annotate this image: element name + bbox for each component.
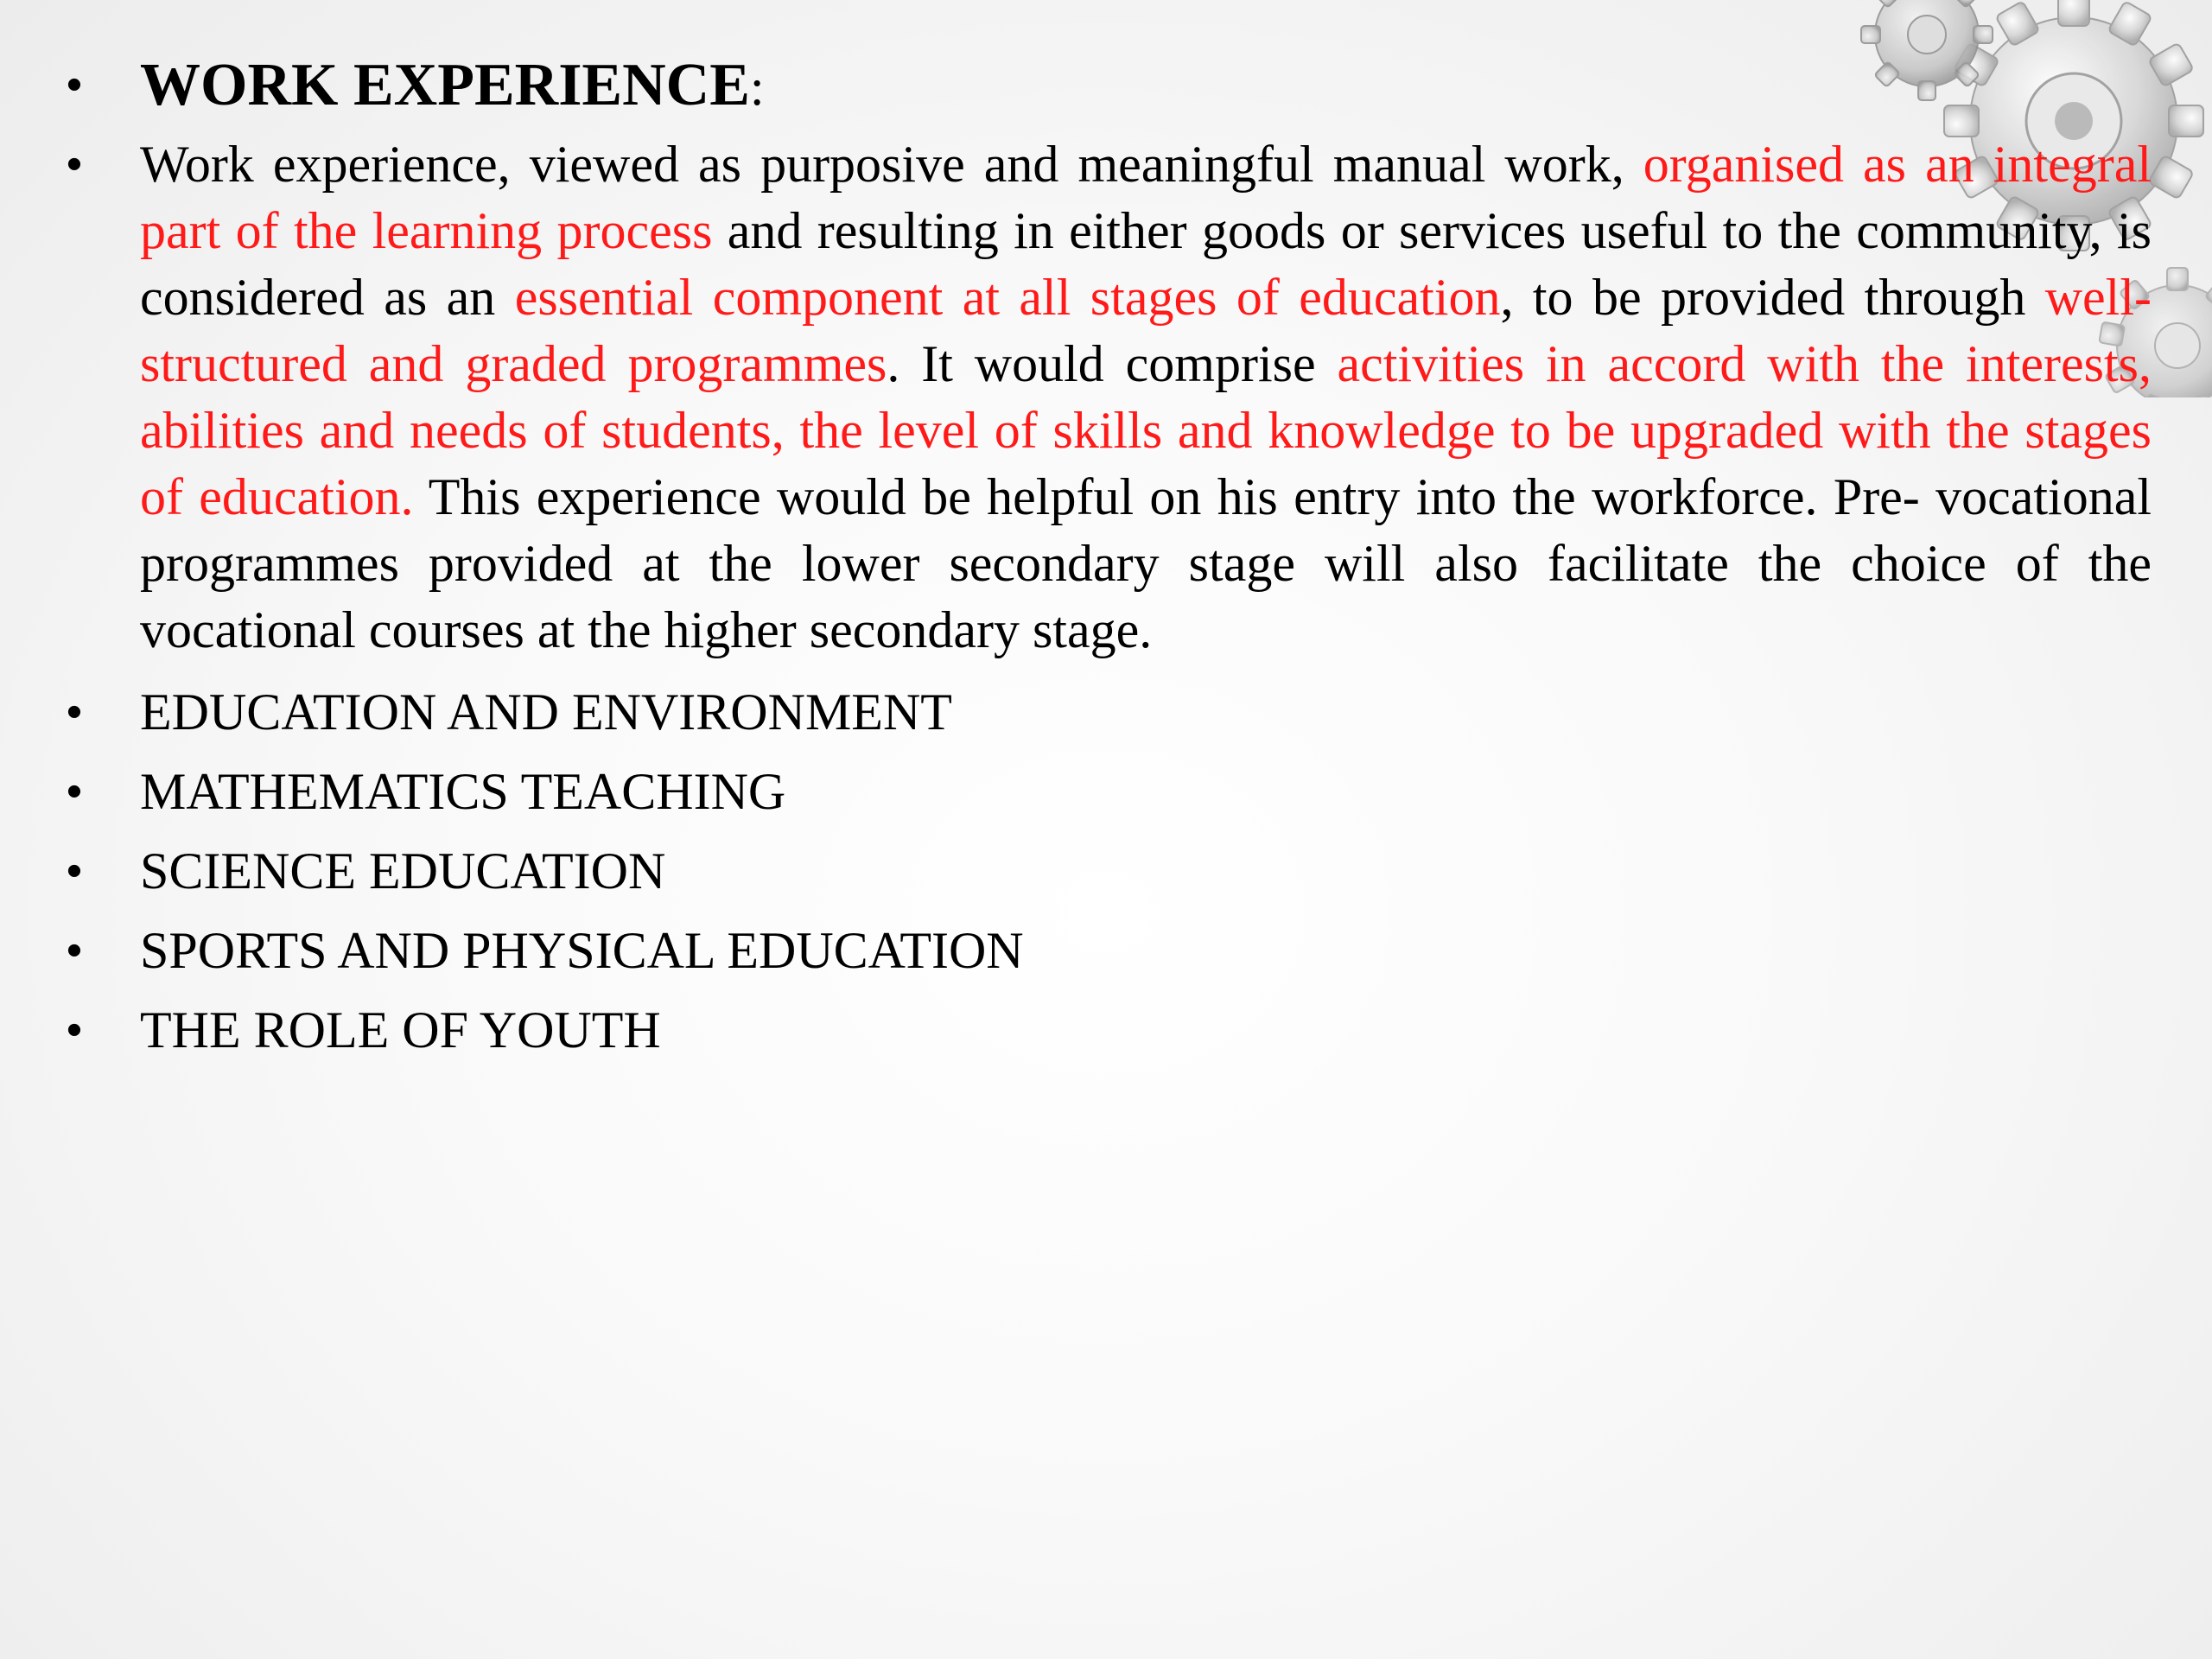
emphasized-text: essential component at all stages of education bbox=[514, 269, 1501, 326]
topic-label: EDUCATION AND ENVIRONMENT bbox=[140, 683, 952, 741]
topic-label: THE ROLE OF YOUTH bbox=[140, 1001, 661, 1058]
paragraph-text: . It would comprise bbox=[887, 335, 1338, 392]
paragraph-text: , to be provided through bbox=[1500, 269, 2045, 326]
topic-label: SPORTS AND PHYSICAL EDUCATION bbox=[140, 922, 1024, 979]
emphasized-text: organised as an integral part of the learning process bbox=[140, 136, 2152, 259]
work-experience-paragraph bbox=[140, 131, 2152, 664]
bullet-marker: • bbox=[66, 846, 83, 896]
topic-item-sports-physical-education bbox=[52, 918, 2152, 984]
section-heading: WORK EXPERIENCE bbox=[140, 52, 750, 118]
topic-item-education-environment bbox=[52, 679, 2152, 746]
emphasized-text: well-structured and graded programmes bbox=[140, 269, 2152, 392]
heading-item bbox=[52, 52, 2152, 121]
emphasized-text: activities in accord with the interests, abilities and needs of students, the level of skills and knowledge to be upgraded with the stages of education. bbox=[140, 335, 2152, 525]
paragraph-text: Work experience, viewed as purposive and meaningful manual work, bbox=[140, 136, 1643, 193]
bullet-marker: • bbox=[66, 139, 83, 189]
topic-label: SCIENCE EDUCATION bbox=[140, 842, 666, 899]
bullet-marker: • bbox=[66, 1005, 83, 1055]
paragraph-item bbox=[52, 131, 2152, 664]
bullet-list bbox=[52, 52, 2152, 1077]
bullet-marker: • bbox=[66, 766, 83, 817]
heading-colon: : bbox=[749, 59, 765, 116]
bullet-marker: • bbox=[66, 60, 83, 110]
topic-item-role-of-youth bbox=[52, 997, 2152, 1064]
bullet-marker: • bbox=[66, 687, 83, 737]
topic-item-science-education bbox=[52, 838, 2152, 905]
bullet-marker: • bbox=[66, 925, 83, 976]
topic-label: MATHEMATICS TEACHING bbox=[140, 763, 786, 820]
paragraph-text: and resulting in either goods or services useful to the community, is considered as an bbox=[140, 202, 2152, 326]
paragraph-text: This experience would be helpful on his entry into the workforce. Pre- vocational programmes provided at the lower secondary stage will also facilitate the choice of the vocational courses at the higher secondary stage. bbox=[140, 468, 2152, 658]
topic-item-mathematics-teaching bbox=[52, 759, 2152, 825]
